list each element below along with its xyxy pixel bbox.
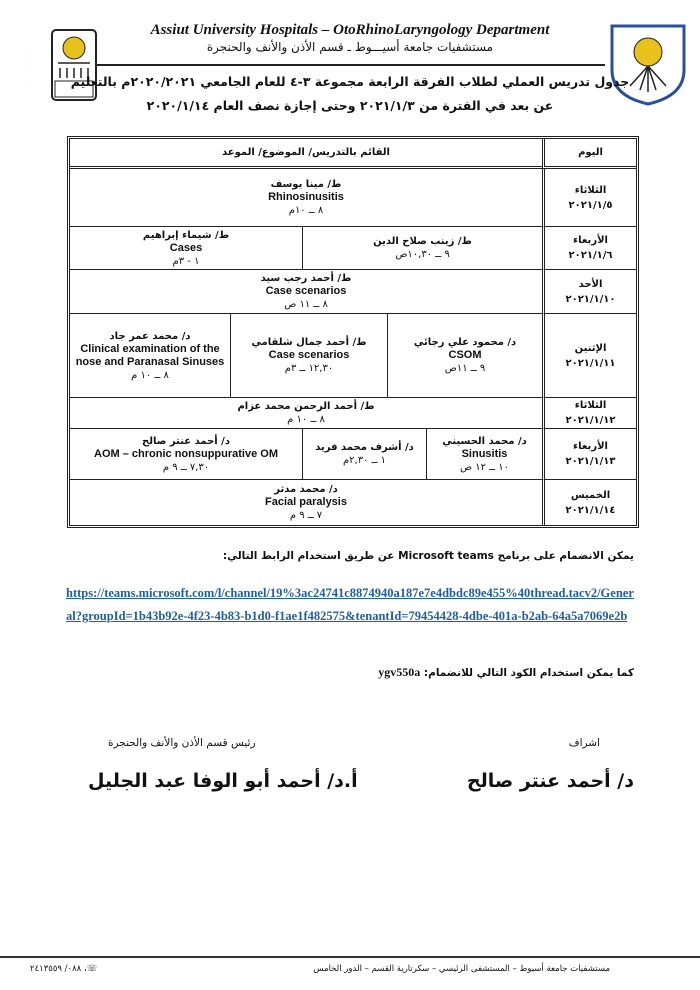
session-cell: [387, 314, 542, 397]
header-title-en: Assiut University Hospitals – OtoRhinoLaryngology Department: [150, 22, 550, 38]
day-cell: [542, 169, 636, 227]
session-topic: Facial paralysis: [265, 496, 347, 508]
content-cells: [70, 314, 542, 398]
day-cell: [542, 398, 636, 429]
session-time: ٧ ــ ٩ م: [289, 510, 323, 521]
session-topic: Case scenarios: [268, 349, 350, 361]
session-time: ٩ ــ ١١ص: [444, 363, 486, 374]
table-row: [70, 480, 636, 525]
table-row: [70, 227, 636, 270]
footer-address: مستشفيات جامعة أسيوط – المستشفى الرئيسي – سكرتارية القسم – الدور الخامس: [313, 964, 610, 974]
session-topic: CSOM: [448, 349, 482, 361]
day-name: الأحد: [578, 278, 603, 290]
session-cell: [70, 398, 542, 428]
supervisor-label: اشراف: [568, 737, 600, 749]
session-time: ٩ ــ ١٠,٣٠ص: [395, 249, 450, 260]
instructor-name: د/ محمد عمر جاد: [109, 330, 191, 342]
session-cell: [230, 314, 387, 397]
instructor-name: د/ أشرف محمد فريد: [315, 442, 414, 453]
session-cell: [70, 270, 542, 313]
table-header-row: [70, 139, 636, 169]
session-cell: [302, 429, 426, 479]
content-cells: [70, 429, 542, 480]
supervisor-name: د/ أحمد عنتر صالح: [466, 770, 634, 792]
content-cells: [70, 227, 542, 270]
day-cell: [542, 314, 636, 398]
schedule-title: جدول تدريس العملي لطلاب الفرقة الرابعة مجموعة ٣-٤ للعام الجامعي ٢٠٢٠/٢٠٢١م بالتعليم: [70, 74, 630, 89]
day-date: ٢٠٢١/١/١٣: [565, 456, 616, 467]
head-name: أ.د/ أحمد أبو الوفا عبد الجليل: [88, 770, 358, 792]
instructor-name: ط/ زينب صلاح الدين: [373, 236, 472, 247]
session-topic: AOM – chronic nonsuppurative OM: [94, 447, 278, 460]
instructor-name: د/ محمود علي رجائي: [413, 337, 517, 348]
session-time: ١٠ ــ ١٢ ص: [460, 461, 509, 473]
instructor-name: د/ أحمد عنتر صالح: [142, 435, 230, 447]
content-cells: [70, 398, 542, 429]
instructor-name: ط/ أحمد الرحمن محمد عزام: [237, 401, 375, 412]
head-label: رئيس قسم الأذن والأنف والحنجرة: [108, 737, 256, 749]
header-title-ar: مستشفيات جامعة أسيـــوط ـ قسم الأذن والأنف والحنجرة: [206, 40, 494, 54]
session-cell: [70, 227, 302, 269]
session-time: ٧,٣٠ ــ ٩ م: [162, 461, 210, 473]
session-topic: Clinical examination of the nose and Paranasal Sinuses: [75, 342, 225, 368]
header-divider: [95, 64, 605, 66]
footer-phone: ☏، ٠٨٨/ ٢٤١٣٥٥٩: [30, 964, 98, 974]
session-time: ١ - ٣م: [172, 255, 200, 267]
session-cell: [426, 429, 542, 479]
day-date: ٢٠٢١/١/١٢: [565, 415, 616, 426]
day-name: الأربعاء: [573, 235, 608, 246]
instructor-name: د/ محمد الحسيني: [442, 435, 527, 447]
session-topic: Case scenarios: [265, 285, 347, 297]
session-topic: Cases: [169, 241, 203, 254]
day-cell: [542, 480, 636, 525]
instructor-name: د/ محمد مدثر: [274, 484, 338, 495]
session-time: ١٢,٣٠ ــ ٣م: [284, 363, 334, 374]
day-name: الإثنين: [574, 342, 607, 354]
session-cell: [70, 480, 542, 525]
day-name: الثلاثاء: [574, 400, 607, 411]
session-cell: [70, 169, 542, 226]
join-code-line: [378, 665, 634, 680]
teams-link[interactable]: https://teams.microsoft.com/l/channel/19%3ac24741c8874940a187e7e4dbdc89e455%40thread.tacv2/General?groupId=1b43b92e-4f23-4b83-b1d0-f1ae1f482575&tenantId=79454428-4dbe-401a-b2ab-64a5a7069e2b: [66, 586, 634, 623]
schedule-table: [67, 136, 639, 528]
day-date: ٢٠٢١/١/٥: [568, 199, 613, 211]
day-cell: [542, 429, 636, 480]
content-cells: [70, 480, 542, 525]
session-cell: [302, 227, 542, 269]
day-date: ٢٠٢١/١/١٤: [565, 504, 616, 516]
instructor-name: ط/ أحمد رجب سيد: [260, 273, 352, 284]
day-date: ٢٠٢١/١/١١: [565, 357, 616, 369]
session-time: ٨ ــ ١٠م: [288, 205, 324, 216]
day-date: ٢٠٢١/١/١٠: [565, 293, 616, 305]
content-cells: [70, 270, 542, 314]
day-cell: [542, 227, 636, 270]
session-cell: [70, 429, 302, 479]
instructor-name: ط/ شيماء إبراهيم: [142, 229, 230, 241]
session-topic: Sinusitis: [461, 447, 508, 460]
session-topic: Rhinosinusitis: [268, 191, 344, 203]
join-code: ygv550a: [378, 665, 421, 679]
join-code-label: كما يمكن استخدام الكود التالي للانضمام:: [423, 667, 634, 679]
session-time: ٨ ــ ١٠ م: [287, 414, 325, 425]
instructor-name: ط/ أحمد جمال شلقامي: [251, 337, 367, 348]
header-content: القائم بالتدريس/ الموضوع/ الموعد: [70, 139, 542, 169]
content-cells: [70, 169, 542, 227]
table-row: [70, 398, 636, 429]
session-time: ٨ ــ ١١ ص: [284, 299, 328, 310]
day-name: الثلاثاء: [574, 184, 607, 196]
table-row: [70, 169, 636, 227]
join-intro: يمكن الانضمام على برنامج Microsoft teams عن طريق استخدام الرابط التالي:: [222, 550, 634, 562]
table-row: [70, 429, 636, 480]
instructor-name: ط/ مينا يوسف: [270, 179, 342, 190]
table-row: [70, 270, 636, 314]
day-date: ٢٠٢١/١/٦: [568, 250, 613, 261]
header-day: اليوم: [542, 139, 636, 169]
day-cell: [542, 270, 636, 314]
day-name: الأربعاء: [573, 441, 608, 452]
footer-divider: [0, 956, 700, 958]
schedule-subtitle: عن بعد في الفترة من ٢٠٢١/١/٣ وحتى إجازة نصف العام ٢٠٢٠/١/١٤: [146, 98, 554, 113]
session-cell: [70, 314, 230, 397]
table-row: [70, 314, 636, 398]
day-name: الخميس: [570, 489, 611, 501]
session-time: ٨ ــ ١٠ م: [131, 369, 169, 381]
session-time: ١ ــ ٢,٣٠م: [342, 455, 387, 466]
